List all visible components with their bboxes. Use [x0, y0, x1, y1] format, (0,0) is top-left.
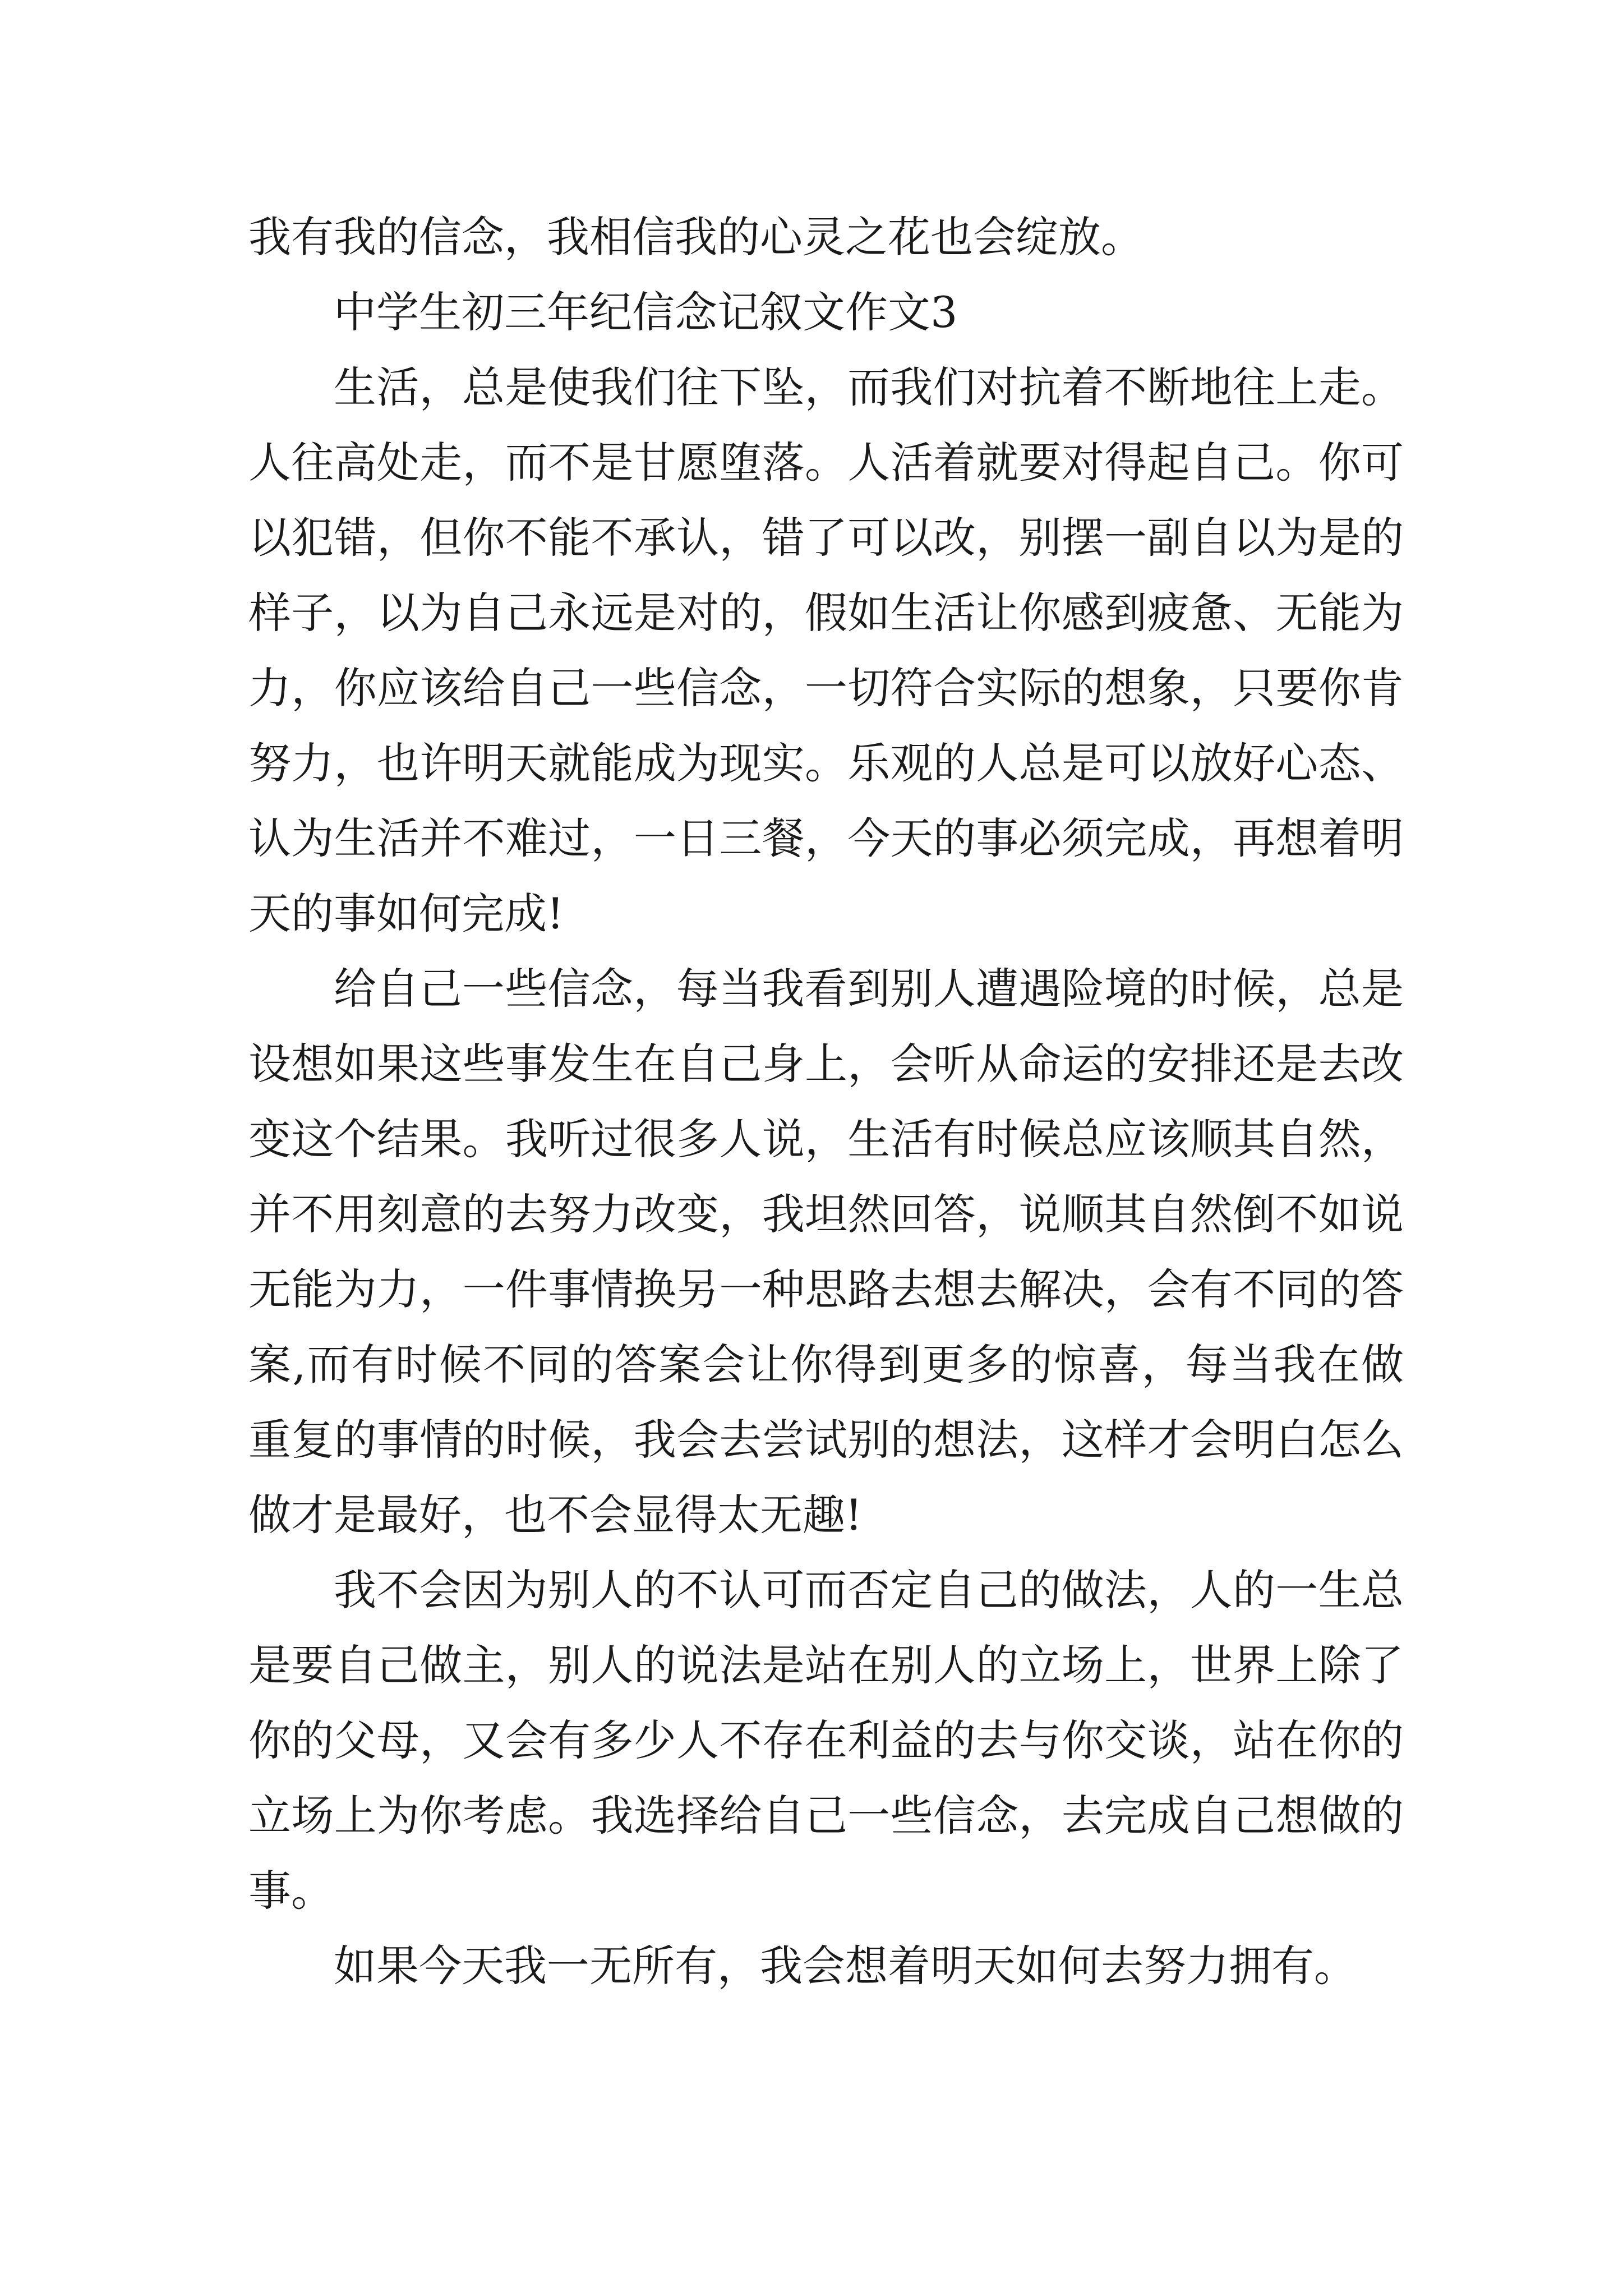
paragraph-opening-line: 我有我的信念，我相信我的心灵之花也会绽放。 — [248, 212, 1144, 262]
essay-title: 中学生初三年纪信念记叙文作文3 — [334, 287, 958, 337]
paragraph: 生活，总是使我们往下坠，而我们对抗着不断地往上走。人往高处走，而不是甘愿堕落。人活着就要对得起自己。你可以犯错，但你不能不承认，错了可以改，别摆一副自以为是的样子，以为自己永远是对的，假如生活让你感到疲惫、无能为力，你应该给自己一些信念，一切符合实际的想象，只要你肯努力，也许明天就能成为现实。乐观的人总是可以放好心态、认为生活并不难过，一日三餐，今天的事必须完成，再想着明天的事如何完成! — [248, 362, 1404, 938]
paragraph: 给自己一些信念，每当我看到别人遭遇险境的时候，总是设想如果这些事发生在自己身上，会听从命运的安排还是去改变这个结果。我听过很多人说，生活有时候总应该顺其自然，并不用刻意的去努力改变，我坦然回答，说顺其自然倒不如说无能为力，一件事情换另一种思路去想去解决，会有不同的答案,而有时候不同的答案会让你得到更多的惊喜，每当我在做重复的事情的时候，我会去尝试别的想法，这样才会明白怎么做才是最好，也不会显得太无趣! — [248, 964, 1404, 1540]
paragraph: 我不会因为别人的不认可而否定自己的做法，人的一生总是要自己做主，别人的说法是站在别人的立场上，世界上除了你的父母，又会有多少人不存在利益的去与你交谈，站在你的立场上为你考虑。我选择给自己一些信念，去完成自己想做的事。 — [248, 1565, 1404, 1916]
essay-body — [248, 200, 1404, 2004]
paragraph: 如果今天我一无所有，我会想着明天如何去努力拥有。 — [334, 1941, 1357, 1991]
